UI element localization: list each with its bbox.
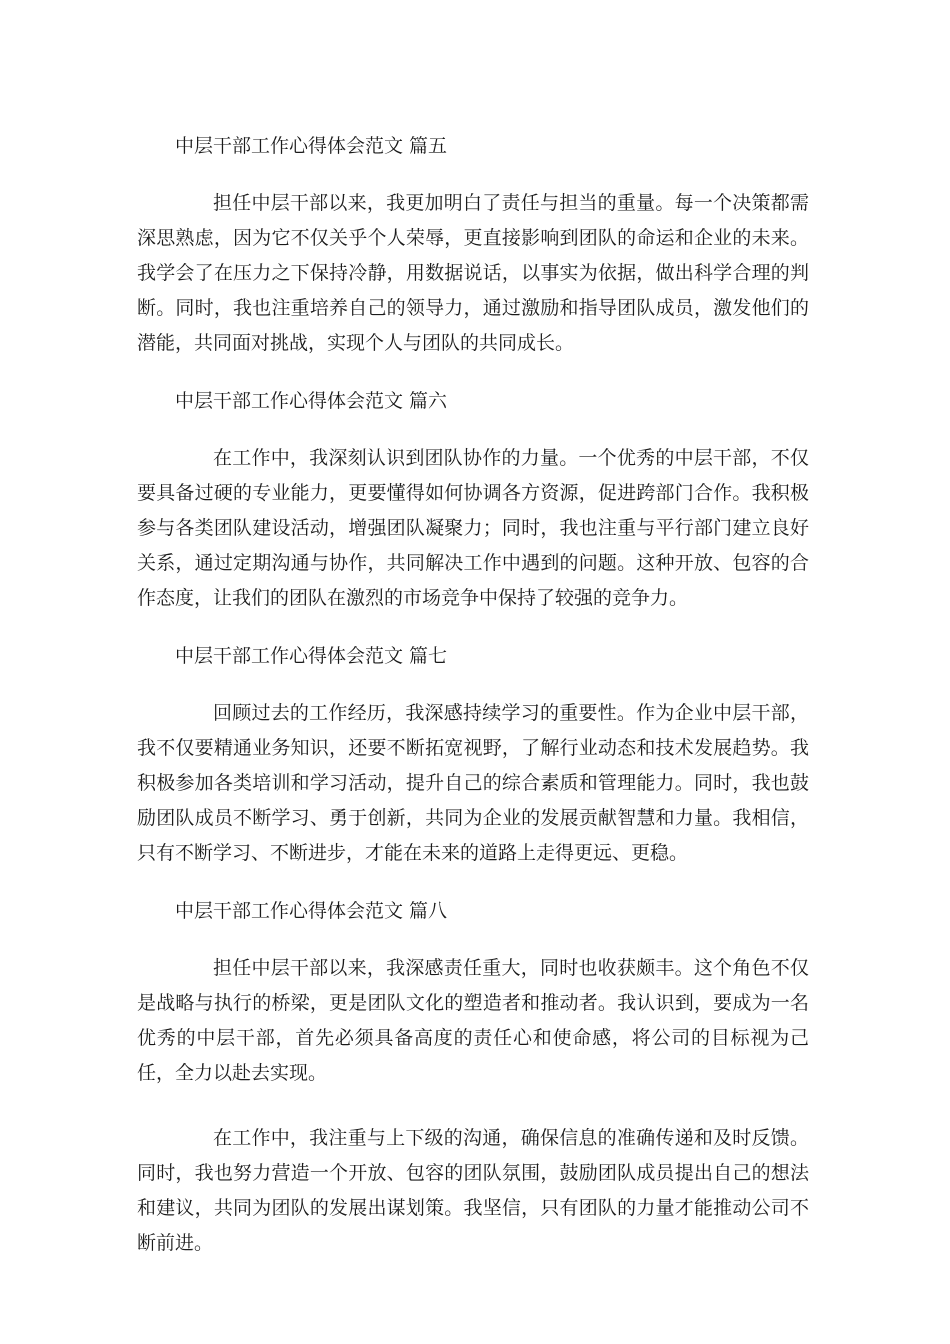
section-8-paragraph-1: 担任中层干部以来，我深感责任重大，同时也收获颇丰。这个角色不仅是战略与执行的桥梁，更是团队文化的塑造者和推动者。我认识到，要成为一名优秀的中层干部，首先必须具备高度的责任心和使命感，将公司的目标视为己任，全力以赴去实现。 [137, 957, 809, 1084]
section-7-paragraph: 回顾过去的工作经历，我深感持续学习的重要性。作为企业中层干部，我不仅要精通业务知识，还要不断拓宽视野，了解行业动态和技术发展趋势。我积极参加各类培训和学习活动，提升自己的综合素质和管理能力。同时，我也鼓励团队成员不断学习、勇于创新，共同为企业的发展贡献智慧和力量。我相信，只有不断学习、不断进步，才能在未来的道路上走得更远、更稳。 [137, 702, 809, 864]
section-title-7: 中层干部工作心得体会范文 篇七 [175, 645, 448, 667]
section-title-8: 中层干部工作心得体会范文 篇八 [175, 900, 448, 922]
section-title-5: 中层干部工作心得体会范文 篇五 [175, 135, 448, 157]
document-page [137, 128, 809, 1261]
section-5-paragraph: 担任中层干部以来，我更加明白了责任与担当的重量。每一个决策都需深思熟虑，因为它不仅关乎个人荣辱，更直接影响到团队的命运和企业的未来。我学会了在压力之下保持冷静，用数据说话，以事实为依据，做出科学合理的判断。同时，我也注重培养自己的领导力，通过激励和指导团队成员，激发他们的潜能，共同面对挑战，实现个人与团队的共同成长。 [137, 192, 809, 354]
section-title-6: 中层干部工作心得体会范文 篇六 [175, 390, 448, 412]
section-8-paragraph-2: 在工作中，我注重与上下级的沟通，确保信息的准确传递和及时反馈。同时，我也努力营造一个开放、包容的团队氛围，鼓励团队成员提出自己的想法和建议，共同为团队的发展出谋划策。我坚信，只有团队的力量才能推动公司不断前进。 [137, 1127, 809, 1254]
section-6-paragraph: 在工作中，我深刻认识到团队协作的力量。一个优秀的中层干部，不仅要具备过硬的专业能力，更要懂得如何协调各方资源，促进跨部门合作。我积极参与各类团队建设活动，增强团队凝聚力；同时，我也注重与平行部门建立良好关系，通过定期沟通与协作，共同解决工作中遇到的问题。这种开放、包容的合作态度，让我们的团队在激烈的市场竞争中保持了较强的竞争力。 [137, 447, 809, 609]
